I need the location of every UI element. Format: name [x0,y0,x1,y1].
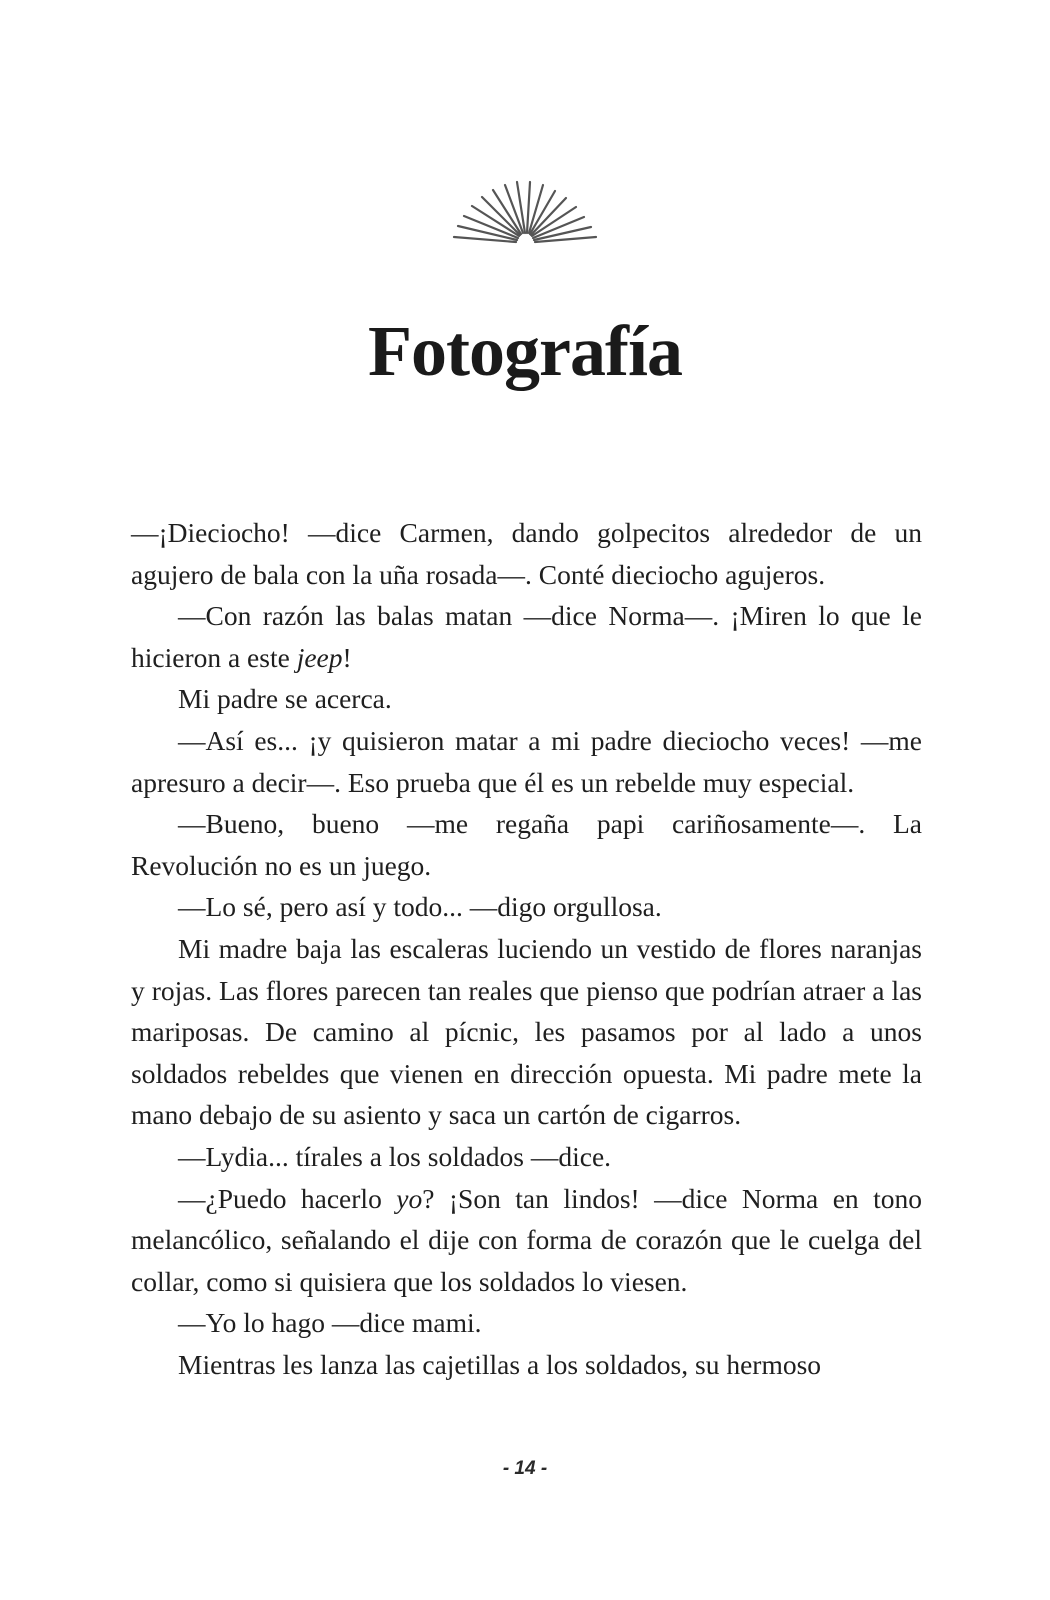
body-paragraph: Mi madre baja las escaleras luciendo un vestido de flores naranjas y rojas. Las flores parecen tan reales que pienso que podrían atraer a las mariposas. De camino al pícnic, les pasamos por al lado a unos soldados rebeldes que vienen en dirección opuesta. Mi padre mete la mano debajo de su asiento y saca un cartón de cigarros. [131,932,922,1131]
body-paragraph: —Yo lo hago —dice mami. [178,1307,482,1339]
body-paragraph: Mientras les lanza las cajetillas a los soldados, su hermoso [178,1348,822,1380]
chapter-title: Fotografía [368,311,682,391]
body-paragraph: —Con razón las balas matan —dice Norma—. ¡Miren lo que le hicieron a este jeep! [131,600,922,673]
body-paragraph: —¡Dieciocho! —dice Carmen, dando golpecitos alrededor de un agujero de bala con la uña rosada—. Conté dieciocho agujeros. [131,517,922,590]
body-paragraph: —Bueno, bueno —me regaña papi cariñosamente—. La Revolución no es un juego. [131,808,922,881]
sunburst-ornament-icon [450,180,600,255]
body-paragraph: —Así es... ¡y quisieron matar a mi padre dieciocho veces! —me apresuro a decir—. Eso prueba que él es un rebelde muy especial. [131,724,922,798]
body-paragraph: —Lydia... tírales a los soldados —dice. [178,1140,612,1172]
body-paragraph: —¿Puedo hacerlo yo? ¡Son tan lindos! —dice Norma en tono melancólico, señalando el dije con forma de corazón que le cuelga del collar, como si quisiera que los soldados lo viesen. [131,1182,923,1297]
body-paragraph: Mi padre se acerca. [178,683,392,715]
italic-word: jeep [296,641,343,673]
body-paragraph: —Lo sé, pero así y todo... —digo orgullosa. [178,891,662,923]
italic-word: yo [396,1182,423,1214]
chapter-body [131,512,922,1385]
page-number: - 14 - [502,1458,548,1479]
